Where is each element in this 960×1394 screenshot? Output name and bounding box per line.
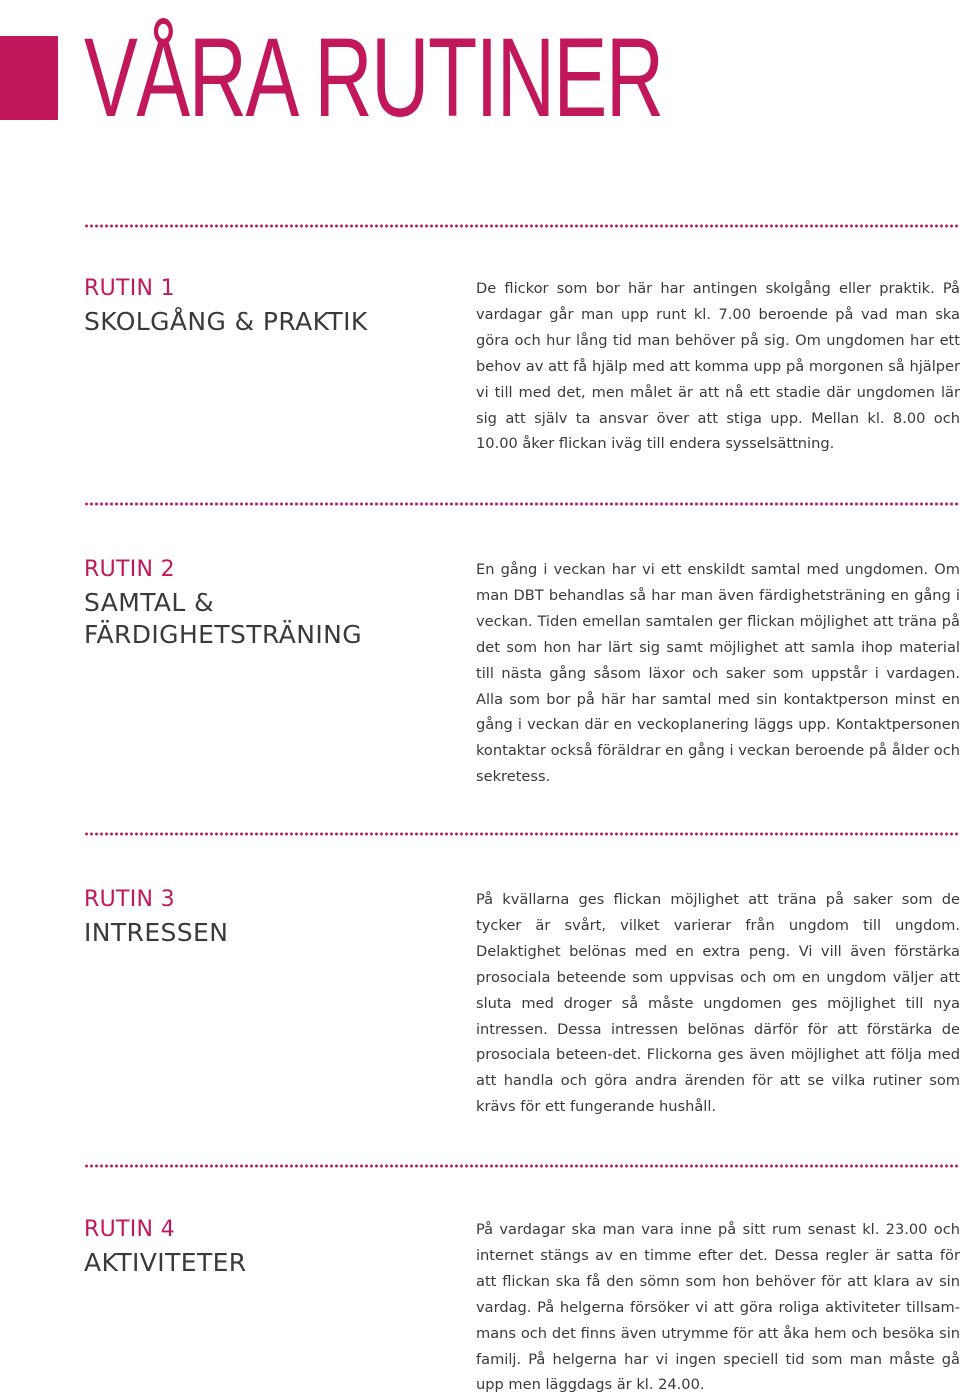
rutin-number: RUTIN 4 <box>84 1217 175 1242</box>
rutin-number: RUTIN 3 <box>84 887 175 912</box>
rutin-body: På kvällarna ges flickan möjlighet att träna på saker som de tycker är svårt, vilket varierar från ungdom till ungdom. Delaktighet belönas med en extra peng. Vi vill även förstärka prosociala beteende som uppvisas och om en ungdom väljer att sluta med droger så måste ungdomen ges möjlighet till nya intressen. Dessa intressen belönas därför för att förstärka de prosociala beteen-det. Flickorna ges även möjlighet att följa med att handla och göra andra ärenden för att se vilka rutiner som krävs för ett fungerande hushåll. <box>476 891 960 1116</box>
rutin-title: SKOLGÅNG & PRAKTIK <box>84 307 368 336</box>
rutin-title: SAMTAL & FÄRDIGHETSTRÄNING <box>84 588 362 649</box>
dotted-divider <box>84 502 960 506</box>
rutin-title: INTRESSEN <box>84 918 229 947</box>
dotted-divider <box>84 1164 960 1168</box>
rutin-number: RUTIN 1 <box>84 276 175 301</box>
accent-square <box>0 36 58 120</box>
dotted-divider <box>84 224 960 228</box>
page-title: VÅRA RUTINER <box>84 15 663 140</box>
rutin-body: En gång i veckan har vi ett enskildt samtal med ungdomen. Om man DBT behandlas så har man även färdighetsträning en gång i veckan. Tiden emellan samtalen ger flickan möjlighet att träna på det som hon har lärt sig samt möjlighet att samla ihop material till nästa gång såsom läxor och saker som uppstår i vardagen. Alla som bor på här har samtal med sin kontaktperson minst en gång i veckan där en veckoplanering läggs upp. Kontaktpersonen kontaktar också föräldrar en gång i veckan beroende på ålder och sekretess. <box>476 561 960 786</box>
rutin-title: AKTIVITETER <box>84 1248 247 1277</box>
dotted-divider <box>84 832 960 836</box>
rutin-body: De flickor som bor här har antingen skolgång eller praktik. På vardagar går man upp runt kl. 7.00 beroende på vad man ska göra och hur lång tid man behöver på sig. Om ungdomen har ett behov av att få hjälp med att komma upp på morgonen så hjälper vi till med det, men målet är att nå ett stadie där ungdomen lär sig att själv ta ansvar över att stiga upp. Mellan kl. 8.00 och 10.00 åker flickan iväg till endera sysselsättning. <box>476 280 960 453</box>
rutin-body: På vardagar ska man vara inne på sitt rum senast kl. 23.00 och internet stängs av en timme efter det. Dessa regler är satta för att flickan ska få den sömn som hon behöver för att klara av sin vardag. På helgerna försöker vi att göra roliga aktiviteter tillsam-mans och det finns även utrymme för att åka hem och besöka sin familj. På helgerna har vi ingen speciell tid som man måste gå upp men läggdags är kl. 24.00. <box>476 1221 960 1394</box>
rutin-number: RUTIN 2 <box>84 557 175 582</box>
